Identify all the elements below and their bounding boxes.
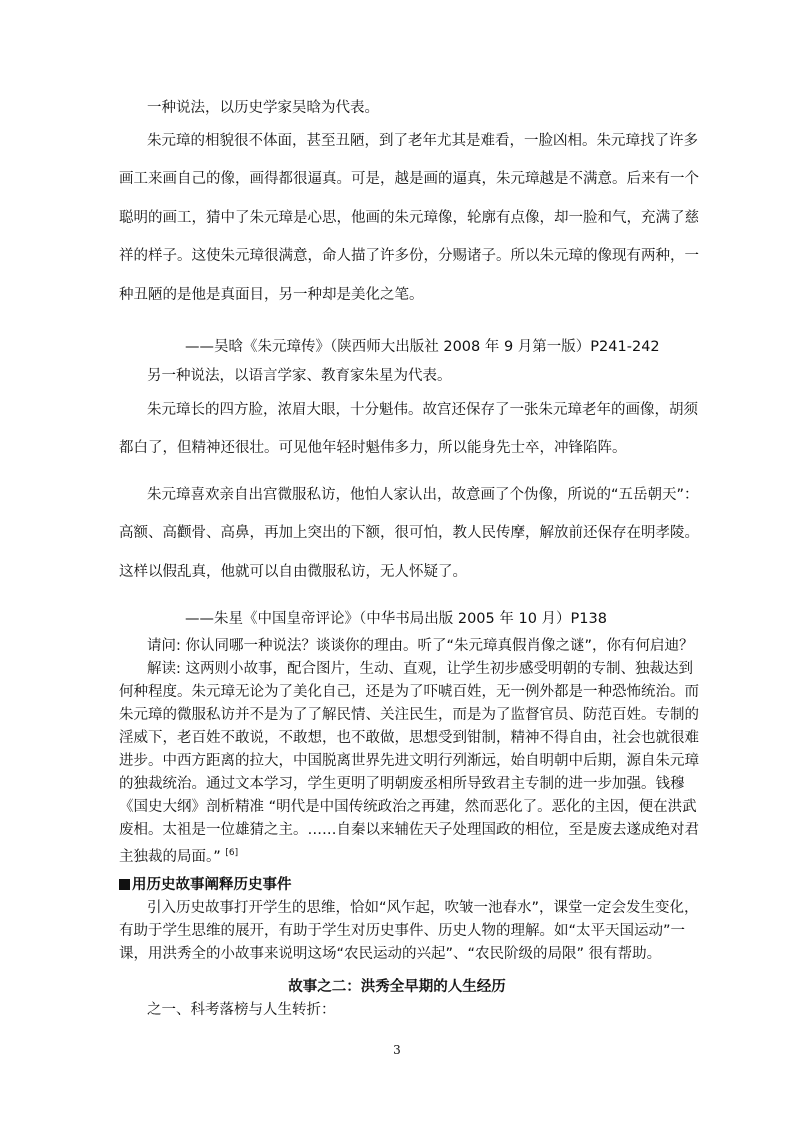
answer-line: 解读: 这两则小故事，配合图片，生动、直观，让学生初步感受明朝的专制、独裁达到 — [147, 661, 693, 677]
paragraph-line: 有助于学生思维的展开，有助于学生对历史事件、历史人物的理解。如“太平天国运动”一 — [119, 923, 686, 939]
square-bullet-icon — [119, 879, 130, 890]
answer-line: 朱元璋的微服私访并不是为了了解民情、关注民生，而是为了监督官员、防范百姓。专制的 — [119, 707, 699, 723]
intro-wu-han: 一种说法，以历史学家吴晗为代表。 — [147, 100, 379, 116]
paragraph-line: 祥的样子。这使朱元璋很满意，命人描了许多份，分赐诸子。所以朱元璋的像现有两种，一 — [119, 248, 699, 264]
page-number: 3 — [393, 1043, 401, 1057]
paragraph-line: 朱元璋喜欢亲自出宫微服私访，他怕人家认出，故意画了个伪像，所说的“五岳朝天”： — [147, 487, 699, 503]
answer-line: 进步。中西方距离的拉大，中国脱离世界先进文明行列渐远，始自明朝中后期，源自朱元璋 — [119, 753, 699, 769]
paragraph-line: 聪明的画工，猜中了朱元璋是心思，他画的朱元璋像，轮廓有点像，却一脸和气，充满了慈 — [119, 210, 699, 226]
section-heading — [119, 875, 292, 895]
answer-line-last — [119, 843, 238, 867]
paragraph-line: 高额、高颧骨、高鼻，再加上突出的下额，很可怕，教人民传摩，解放前还保存在明孝陵。 — [119, 525, 699, 541]
answer-line: 废相。太祖是一位雄猜之主。……自秦以来辅佐天子处理国政的相位，至是废去遂成绝对君 — [119, 822, 699, 838]
story-title: 故事之二：洪秀全早期的人生经历 — [288, 979, 506, 995]
citation-wu-han: ——吴晗《朱元璋传》（陕西师大出版社 2008 年 9 月第一版）P241-242 — [185, 339, 660, 355]
paragraph-line: 种丑陋的是他是真面目，另一种却是美化之笔。 — [119, 287, 424, 303]
footnote-ref: [6] — [225, 848, 239, 858]
paragraph-line: 课，用洪秀全的小故事来说明这场“农民运动的兴起”、“农民阶级的局限” 很有帮助。 — [119, 946, 662, 962]
answer-line: 何种程度。朱元璋无论为了美化自己，还是为了吓唬百姓，无一例外都是一种恐怖统治。而 — [119, 684, 699, 700]
paragraph-line: 引入历史故事打开学生的思维，恰如“风乍起，吹皱一池春水”，课堂一定会发生变化， — [147, 900, 699, 916]
citation-zhu-xing: ——朱星《中国皇帝评论》（中华书局出版 2005 年 10 月）P138 — [185, 611, 607, 627]
subheading: 之一、科考落榜与人生转折： — [147, 1002, 336, 1018]
answer-line: 的独裁统治。通过文本学习，学生更明了明朝废丞相所导致君主专制的进一步加强。钱穆 — [119, 776, 685, 792]
paragraph-line: 朱元璋长的四方脸，浓眉大眼，十分魁伟。故宫还保存了一张朱元璋老年的画像，胡须 — [147, 402, 698, 418]
paragraph-line: 朱元璋的相貌很不体面，甚至丑陋，到了老年尤其是难看，一脸凶相。朱元璋找了许多 — [147, 133, 698, 149]
paragraph-line: 这样以假乱真，他就可以自由微服私访，无人怀疑了。 — [119, 564, 467, 580]
intro-zhu-xing: 另一种说法，以语言学家、教育家朱星为代表。 — [147, 368, 452, 384]
answer-line: 淫威下，老百姓不敢说，不敢想，也不敢做，思想受到钳制，精神不得自由，社会也就很难 — [119, 730, 699, 746]
answer-line: 《国史大纲》剖析精准 “明代是中国传统政治之再建，然而恶化了。恶化的主因，便在洪武 — [119, 799, 697, 815]
paragraph-line: 都白了，但精神还很壮。可见他年轻时魁伟多力，所以能身先士卒，冲锋陷阵。 — [119, 440, 627, 456]
section-heading-text: 用历史故事阐释历史事件 — [132, 877, 292, 893]
question-line: 请问: 你认同哪一种说法？谈谈你的理由。听了“朱元璋真假肖像之谜”，你有何启迪？ — [147, 638, 694, 654]
answer-text: 主独裁的局面。” — [119, 848, 221, 865]
paragraph-line: 画工来画自己的像，画得都很逼真。可是，越是画的逼真，朱元璋越是不满意。后来有一个 — [119, 171, 699, 187]
